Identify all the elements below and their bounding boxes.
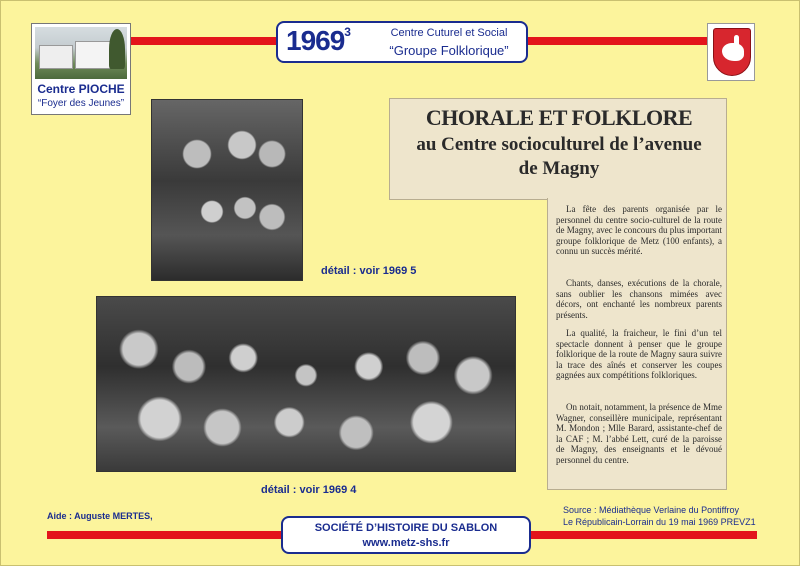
- year-number: 1969: [286, 25, 345, 56]
- article-paragraph: La qualité, la fraicheur, le fini d’un tel spectacle donnent à penser que le groupe folklorique de la route de Magny saura suivre la trace des aînés et conserver les coupes gagnées aux compétitions folkloriques.: [556, 328, 722, 380]
- clipping-headline-area: [389, 98, 727, 200]
- source-credit: [563, 504, 783, 528]
- society-website-link[interactable]: www.metz-shs.fr: [362, 537, 450, 549]
- header-panel: [276, 21, 528, 63]
- year-superscript: 3: [344, 24, 350, 39]
- article-headline: CHORALE ET FOLKLORE: [425, 105, 693, 130]
- shield-icon: [713, 28, 751, 76]
- article-paragraph: La fête des parents organisée par le personnel du centre socio-culturel de la route de Magny, avec le concours du plus important groupe folklorique de Metz (100 enfants), a connu un succès mérité.: [556, 204, 722, 256]
- clipping-body-area: [547, 198, 727, 490]
- swan-icon: [722, 43, 744, 61]
- photo2-caption: détail : voir 1969 4: [261, 484, 357, 496]
- footer-panel: [281, 516, 531, 554]
- building-photo: [35, 27, 127, 79]
- photo1-caption: détail : voir 1969 5: [321, 265, 417, 277]
- header-line-1: Centre Cuturel et Social: [390, 27, 508, 39]
- logo-subtitle: “Foyer des Jeunes”: [37, 98, 125, 109]
- header-line-2: “Groupe Folklorique”: [389, 43, 509, 58]
- year-title: [286, 25, 350, 57]
- logo-title: Centre PIOCHE: [37, 82, 125, 96]
- society-name: SOCIÉTÉ D’HISTOIRE DU SABLON: [314, 522, 498, 534]
- source-line-2: Le Républicain-Lorrain du 19 mai 1969 PREVZ1: [563, 517, 756, 527]
- article-subheadline-line1: au Centre socioculturel de l’avenue: [416, 134, 702, 155]
- article-paragraph: On notait, notamment, la présence de Mme Wagner, conseillère municipale, représentant M. Mondon ; Mlle Barard, assistante-chef de la CAF ; M. l’abbé Lett, curé de la paroisse de Magny, des enseignants et le dévoué personnel du centre.: [556, 402, 722, 465]
- article-paragraph: Chants, danses, exécutions de la chorale, sans oublier les chansons mimées avec décors, ont enchanté les nombreux parents présents.: [556, 278, 722, 320]
- article-subheadline-line2: de Magny: [518, 158, 600, 179]
- group-photo-small: [151, 99, 303, 281]
- article-subheadline: [390, 133, 728, 181]
- centre-pioche-logo: [31, 23, 131, 115]
- newspaper-clipping: [389, 98, 727, 490]
- source-line-1: Source : Médiathèque Verlaine du Pontiffroy: [563, 505, 739, 515]
- building-shape: [39, 45, 73, 69]
- coat-of-arms: [707, 23, 755, 81]
- tree-shape: [109, 29, 125, 69]
- aide-credit: Aide : Auguste MERTES,: [47, 511, 153, 521]
